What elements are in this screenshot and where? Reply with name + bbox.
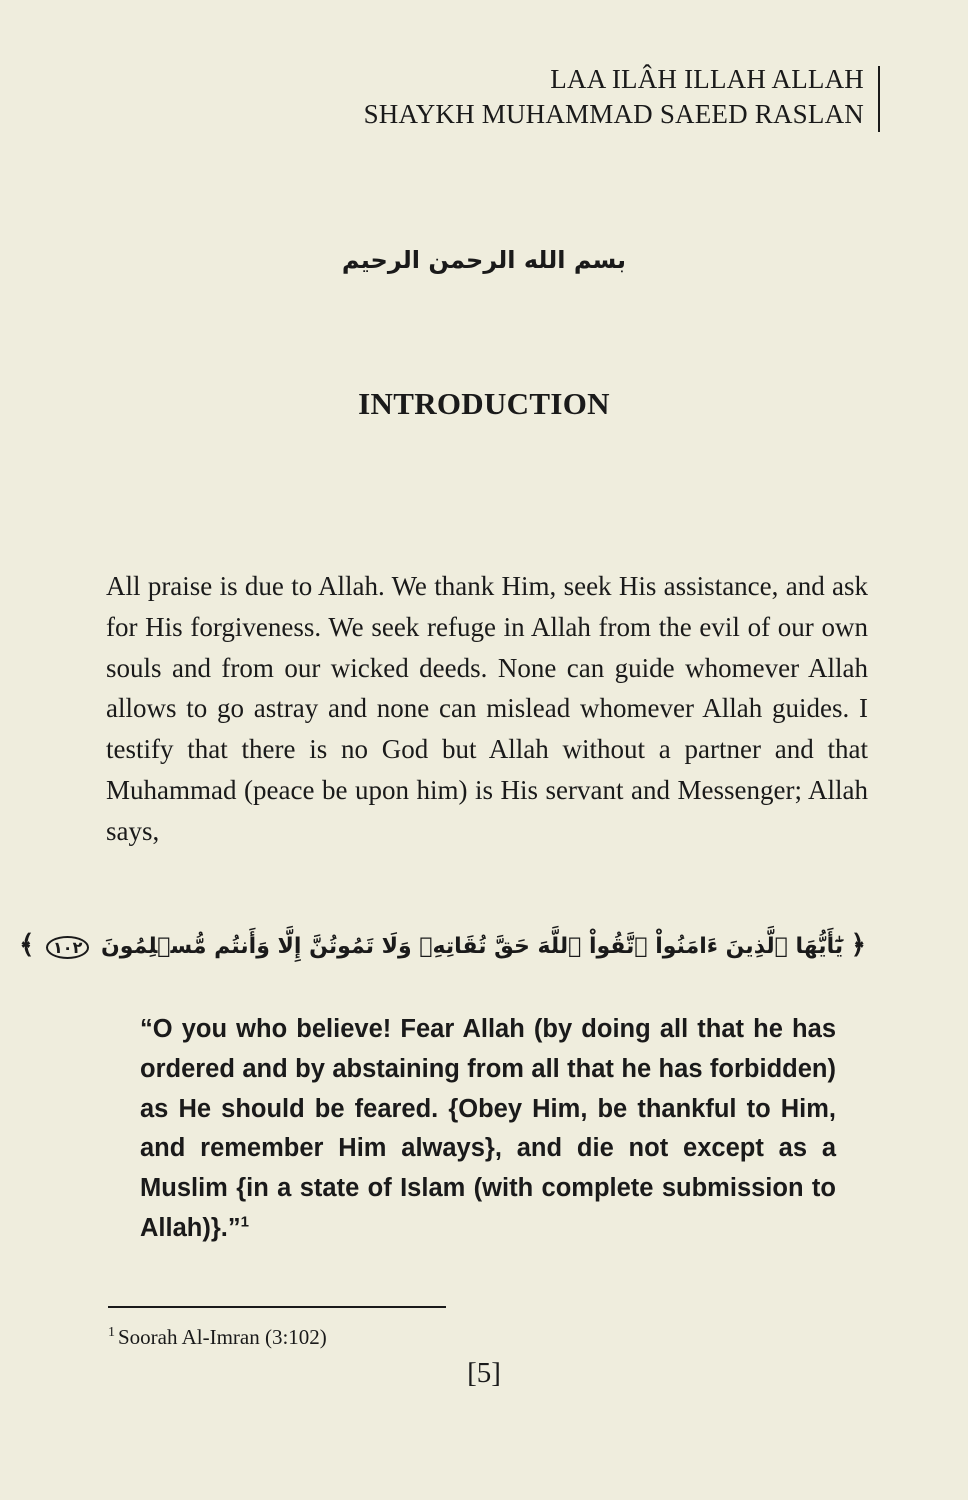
quran-verse (19, 930, 866, 960)
footnote-marker: 1 (108, 1325, 115, 1340)
running-head-title: LAA ILÂH ILLAH ALLAH (550, 64, 864, 94)
ayah-close-bracket: ﴾ (19, 930, 35, 960)
footnote-divider (108, 1306, 446, 1308)
running-head-author: SHAYKH MUHAMMAD SAEED RASLAN (363, 99, 864, 129)
footnote (108, 1325, 327, 1350)
body-paragraph: All praise is due to Allah. We thank Him, seek His assistance, and ask for His forgiveness. We seek refuge in Allah from the evil of our own souls and from our wicked deeds. None can guide whomever Allah allows to go astray and none can mislead whomever Allah guides. I testify that there is no God but Allah without a partner and that Muhammad (peace be upon him) is His servant and Messenger; Allah says, (106, 571, 868, 846)
footnote-reference: 1 (240, 1213, 249, 1231)
footnote-text: Soorah Al-Imran (3:102) (118, 1325, 327, 1349)
ayah-number-icon: ١٠٢ (46, 936, 89, 959)
page-number: [5] (467, 1357, 501, 1389)
basmala: بسم الله الرحمن الرحيم (341, 246, 627, 274)
ayah-text: يَٰٓأَيُّهَا ٱلَّذِينَ ءَامَنُواْ ٱتَّقُواْ ٱللَّهَ حَقَّ تُقَاتِهِۦ وَلَا تَمُوتُنَّ إِلَّا وَأَنتُم مُّسۡلِمُونَ (101, 934, 844, 959)
running-head (364, 62, 864, 132)
verse-translation (140, 1010, 836, 1249)
chapter-heading: INTRODUCTION (358, 386, 610, 421)
verse-translation-text: “O you who believe! Fear Allah (by doing all that he has ordered and by abstaining from all that he has forbidden) as He should be feared. {Obey Him, be thankful to Him, and remember Him always}, and die not except as a Muslim {in a state of Islam (with complete submission to Allah)}.” (140, 1015, 836, 1242)
running-head-rule (878, 66, 880, 132)
ayah-open-bracket: ﴿ (850, 930, 866, 960)
